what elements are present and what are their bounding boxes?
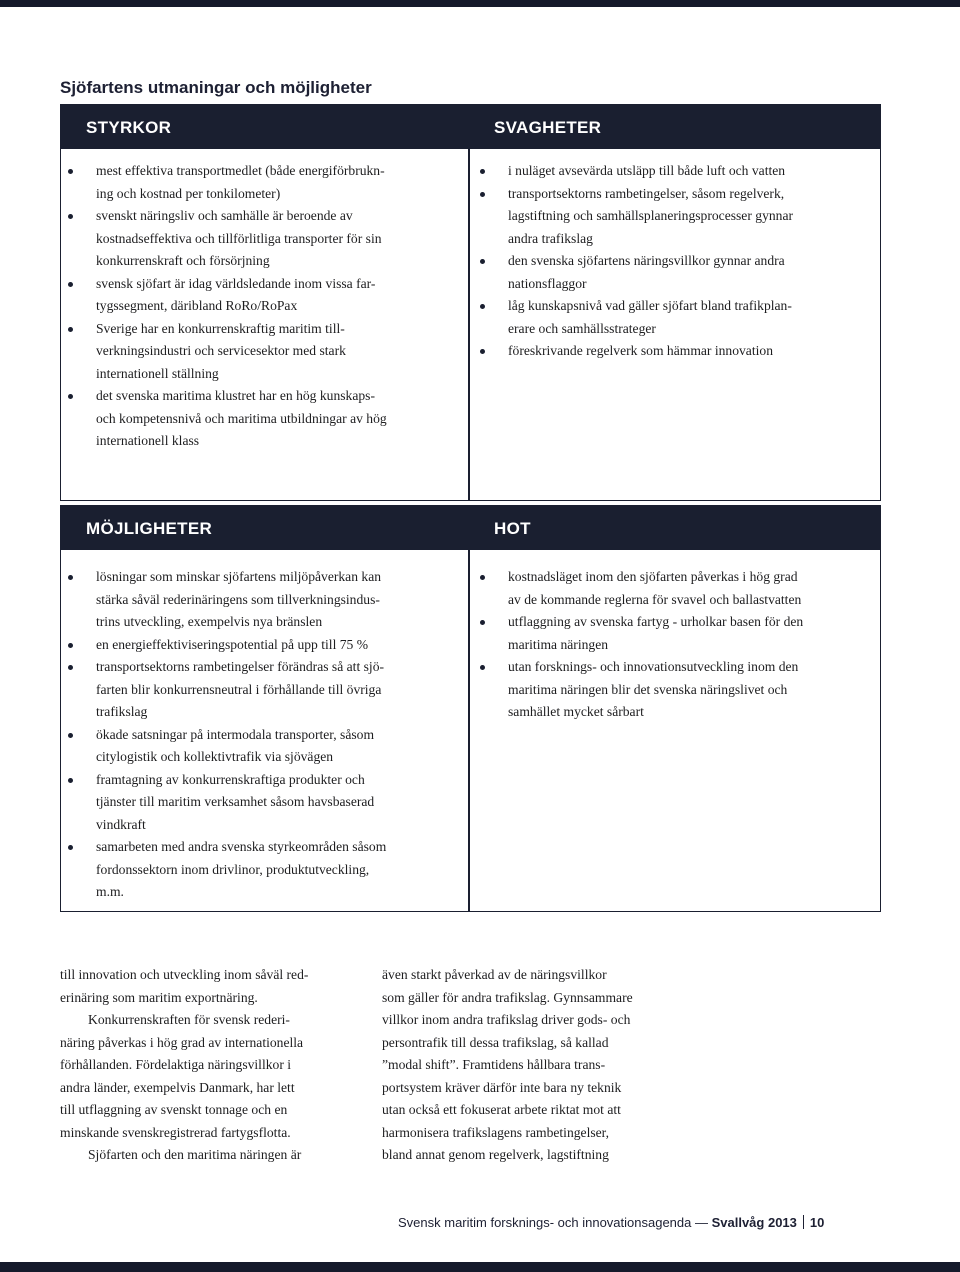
list-item-line: verkningsindustri och servicesektor med stark xyxy=(96,343,346,358)
list-item-line: vindkraft xyxy=(96,816,146,832)
body-text-line: portsystem kräver därför inte bara ny teknik xyxy=(382,1079,622,1095)
page-footer xyxy=(398,1215,824,1230)
list-item-line: erare och samhällsstrateger xyxy=(508,320,656,336)
list-item xyxy=(60,385,458,453)
list-item xyxy=(472,611,872,656)
list-item-line: maritima näringen blir det svenska näringslivet och xyxy=(508,681,788,697)
list-item-line: konkurrenskraft och försörjning xyxy=(96,253,270,268)
list-item-line: tygssegment, däribland RoRo/RoPax xyxy=(96,298,298,313)
body-text-line: till utflaggning av svenskt tonnage och en xyxy=(60,1102,288,1117)
list-item xyxy=(472,566,872,611)
list-item-line: Sverige har en konkurrenskraftig maritim till- xyxy=(96,320,345,336)
body-text-line: Sjöfarten och den maritima näringen är xyxy=(88,1147,302,1162)
body-column-left xyxy=(60,964,355,1167)
list-item xyxy=(60,160,458,205)
list-item xyxy=(60,836,458,904)
list-item-line: lösningar som minskar sjöfartens miljöpåverkan kan xyxy=(96,569,382,584)
list-item-line: låg kunskapsnivå vad gäller sjöfart bland trafikplan- xyxy=(508,298,792,313)
list-item-line: utan forsknings- och innovationsutveckling inom den xyxy=(508,659,799,674)
list-item-line: internationell ställning xyxy=(96,365,219,381)
body-text-line: harmonisera trafikslagens rambetingelser, xyxy=(382,1124,610,1140)
body-text-line: näring påverkas i hög grad av internationella xyxy=(60,1034,304,1050)
list-item-line: i nuläget avsevärda utsläpp till både luft och vatten xyxy=(508,163,786,178)
weaknesses-list xyxy=(472,160,872,363)
list-item-line: ing och kostnad per tonkilometer) xyxy=(96,185,281,201)
list-item xyxy=(60,205,458,273)
list-item-line: tjänster till maritim verksamhet såsom havsbaserad xyxy=(96,794,375,809)
list-item-line: maritima näringen xyxy=(508,636,609,652)
list-item xyxy=(60,724,458,769)
list-item xyxy=(60,769,458,837)
list-item-line: framtagning av konkurrenskraftiga produkter och xyxy=(96,771,365,787)
list-item-line: kostnadseffektiva och tillförlitliga transporter för sin xyxy=(96,230,382,246)
list-item-line: den svenska sjöfartens näringsvillkor gynnar andra xyxy=(508,253,785,268)
list-item xyxy=(60,318,458,386)
list-item xyxy=(60,634,458,657)
list-item xyxy=(472,340,872,363)
list-item-line: internationell klass xyxy=(96,433,200,448)
list-item xyxy=(60,273,458,318)
body-text-line: andra länder, exempelvis Danmark, har lett xyxy=(60,1079,295,1095)
body-text-line: persontrafik till dessa trafikslag, så kallad xyxy=(382,1034,609,1050)
list-item-line: fordonssektorn inom drivlinor, produktutveckling, xyxy=(96,861,370,877)
strengths-list xyxy=(60,160,458,453)
footer-brand: Svallvåg 2013 xyxy=(711,1215,797,1230)
body-text-line: erinäring som maritim exportnäring. xyxy=(60,989,258,1005)
body-text-line: minskande svenskregistrerad fartygsflotta. xyxy=(60,1124,291,1140)
threats-heading: HOT xyxy=(470,505,881,550)
list-item-line: av de kommande reglerna för svavel och ballastvatten xyxy=(508,591,802,607)
list-item-line: det svenska maritima klustret har en hög kunskaps- xyxy=(96,388,375,403)
threats-list xyxy=(472,566,872,724)
list-item xyxy=(472,250,872,295)
body-text-line: Konkurrenskraften för svensk rederi- xyxy=(88,1012,290,1027)
list-item-line: kostnadsläget inom den sjöfarten påverkas i hög grad xyxy=(508,569,798,584)
strengths-heading: STYRKOR xyxy=(60,104,468,149)
list-item-line: farten blir konkurrensneutral i förhållande till övriga xyxy=(96,681,382,697)
list-item xyxy=(472,160,872,183)
list-item xyxy=(472,183,872,251)
list-item-line: svensk sjöfart är idag världsledande inom vissa far- xyxy=(96,275,376,291)
bottom-bar xyxy=(0,1262,960,1272)
swot-top-divider xyxy=(468,104,470,501)
body-text-line: utan också ett fokuserat arbete riktat mot att xyxy=(382,1102,621,1117)
top-bar xyxy=(0,0,960,7)
list-item-line: citylogistik och kollektivtrafik via sjövägen xyxy=(96,749,334,764)
body-text-line: ”modal shift”. Framtidens hållbara trans- xyxy=(382,1057,606,1072)
list-item-line: stärka såväl rederinäringens som tillverkningsindus- xyxy=(96,591,380,607)
list-item-line: samarbeten med andra svenska styrkeområden såsom xyxy=(96,839,387,854)
list-item-line: nationsflaggor xyxy=(508,275,587,291)
footer-separator xyxy=(803,1215,804,1229)
swot-bottom-divider xyxy=(468,505,470,912)
list-item xyxy=(60,656,458,724)
list-item-line: andra trafikslag xyxy=(508,230,593,246)
list-item-line: ökade satsningar på intermodala transporter, såsom xyxy=(96,726,375,742)
page-number: 10 xyxy=(809,1215,825,1230)
list-item-line: trafikslag xyxy=(96,704,148,719)
body-text-line: villkor inom andra trafikslag driver gods- och xyxy=(382,1012,631,1027)
list-item-line: och kompetensnivå och maritima utbildningar av hög xyxy=(96,410,387,426)
list-item-line: mest effektiva transportmedlet (både energiförbrukn- xyxy=(96,163,385,178)
list-item-line: m.m. xyxy=(96,884,124,899)
body-text-line: bland annat genom regelverk, lagstiftning xyxy=(382,1147,609,1162)
body-text-line: även starkt påverkad av de näringsvillkor xyxy=(382,967,607,982)
section-title: Sjöfartens utmaningar och möjligheter xyxy=(60,78,372,97)
list-item-line: lagstiftning och samhällsplaneringsprocesser gynnar xyxy=(508,208,794,223)
list-item-line: föreskrivande regelverk som hämmar innovation xyxy=(508,343,773,358)
list-item-line: samhället mycket sårbart xyxy=(508,704,644,719)
list-item xyxy=(472,656,872,724)
list-item-line: svenskt näringsliv och samhälle är beroende av xyxy=(96,208,353,223)
body-text-line: till innovation och utveckling inom såväl red- xyxy=(60,967,309,982)
list-item xyxy=(472,295,872,340)
list-item-line: transportsektorns rambetingelser förändras så att sjö- xyxy=(96,659,385,674)
opportunities-heading: MÖJLIGHETER xyxy=(60,505,468,550)
body-column-right xyxy=(382,964,678,1167)
list-item-line: transportsektorns rambetingelser, såsom regelverk, xyxy=(508,185,785,201)
weaknesses-heading: SVAGHETER xyxy=(470,104,881,149)
opportunities-list xyxy=(60,566,458,904)
body-text-line: förhållanden. Fördelaktiga näringsvillkor i xyxy=(60,1057,292,1072)
list-item-line: trins utveckling, exempelvis nya bränslen xyxy=(96,614,323,629)
footer-text: Svensk maritim forsknings- och innovationsagenda — xyxy=(398,1215,712,1230)
body-text-line: som gäller för andra trafikslag. Gynnsammare xyxy=(382,989,633,1005)
list-item-line: en energieffektiviseringspotential på upp till 75 % xyxy=(96,636,369,652)
list-item-line: utflaggning av svenska fartyg - urholkar basen för den xyxy=(508,614,804,629)
list-item xyxy=(60,566,458,634)
